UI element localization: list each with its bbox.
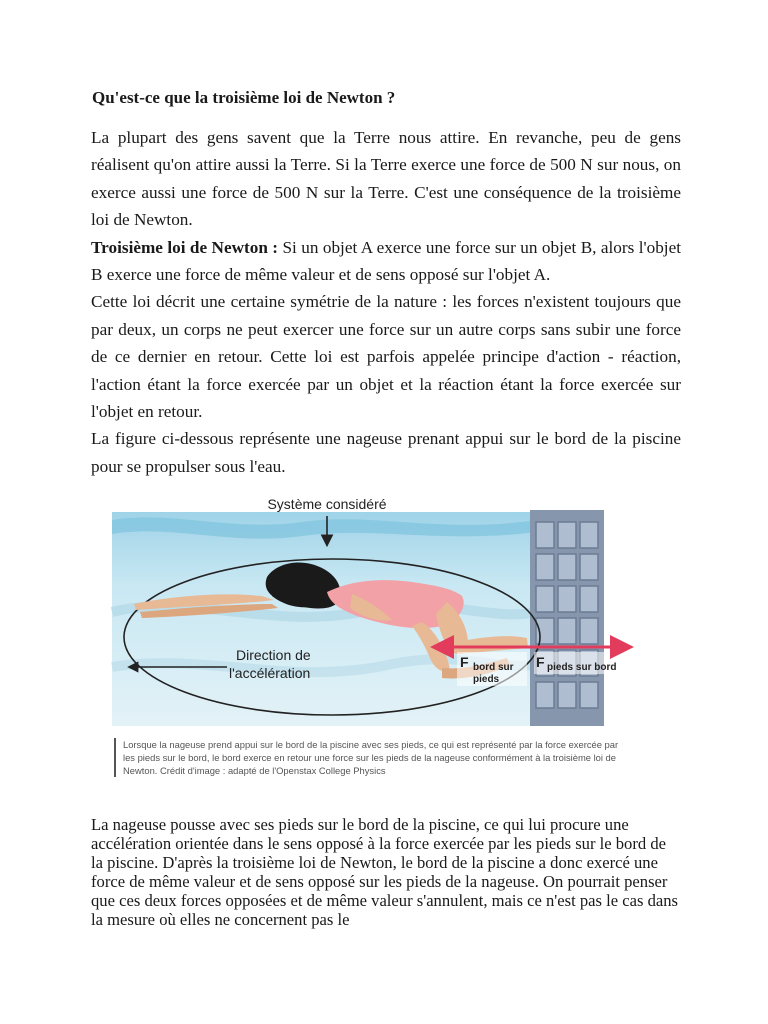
force-feet-on-edge-sub: pieds sur bord	[547, 662, 617, 673]
direction-label-line1: Direction de	[236, 647, 311, 663]
direction-label-line2: l'accélération	[229, 665, 311, 681]
intro-text: La plupart des gens savent que la Terre nous attire. En revanche, peu de gens réalisent qu'on attire aussi la Terre. Si la Terre exerce une force de 500 N sur nous, on exerce aussi une force de 500 N sur la Terre. C'est une conséquence de la troisième loi de Newton.	[91, 128, 681, 230]
force-edge-on-feet-sub1: bord sur	[473, 662, 514, 673]
law-text: Si un objet A exerce une force sur un objet B, alors l'objet B exerce une force de même valeur et de sens opposé sur l'objet A.	[91, 237, 681, 285]
figure-intro-text: La figure ci-dessous représente une nageuse prenant appui sur le bord de la piscine pour se propulser sous l'eau.	[91, 429, 681, 476]
main-paragraph	[91, 124, 681, 480]
second-paragraph: La nageuse pousse avec ses pieds sur le bord de la piscine, ce qui lui procure une accélération orientée dans le sens opposé à la force exercée par les pieds sur le bord de la piscine. D'après la troisième loi de Newton, le bord de la piscine a donc exercé une force de même valeur et de sens opposé sur les pieds de la nageuse. On pourrait penser que ces deux forces opposées et de même valeur s'annulent, mais ce n'est pas le cas dans la mesure où elles ne concernent pas le	[91, 815, 679, 929]
force-edge-on-feet-sub2: pieds	[473, 674, 500, 685]
figure-caption: Lorsque la nageuse prend appui sur le bord de la piscine avec ses pieds, ce qui est représenté par la force exercée par les pieds sur le bord, le bord exerce en retour une force sur les pieds de la nageuse conformément à la troisième loi de Newton. Crédit d'image : adapté de l'Openstax College Physics	[114, 738, 623, 777]
force-edge-on-feet-symbol: F	[460, 654, 469, 670]
section-heading: Qu'est-ce que la troisième loi de Newton ?	[92, 88, 396, 107]
force-feet-on-edge-symbol: F	[536, 654, 545, 670]
law-label: Troisième loi de Newton :	[91, 237, 279, 257]
pool-wall	[530, 510, 604, 726]
swimmer-figure	[112, 492, 617, 726]
system-label: Système considéré	[267, 496, 387, 512]
symmetry-text: Cette loi décrit une certaine symétrie de la nature : les forces n'existent toujours que par deux, un corps ne peut exercer une force sur un autre corps sans subir une force de ce dernier en retour. Cette loi est parfois appelée principe d'action - réaction, l'action étant la force exercée par un objet et la réaction étant la force exercée sur l'objet en retour.	[91, 292, 681, 422]
